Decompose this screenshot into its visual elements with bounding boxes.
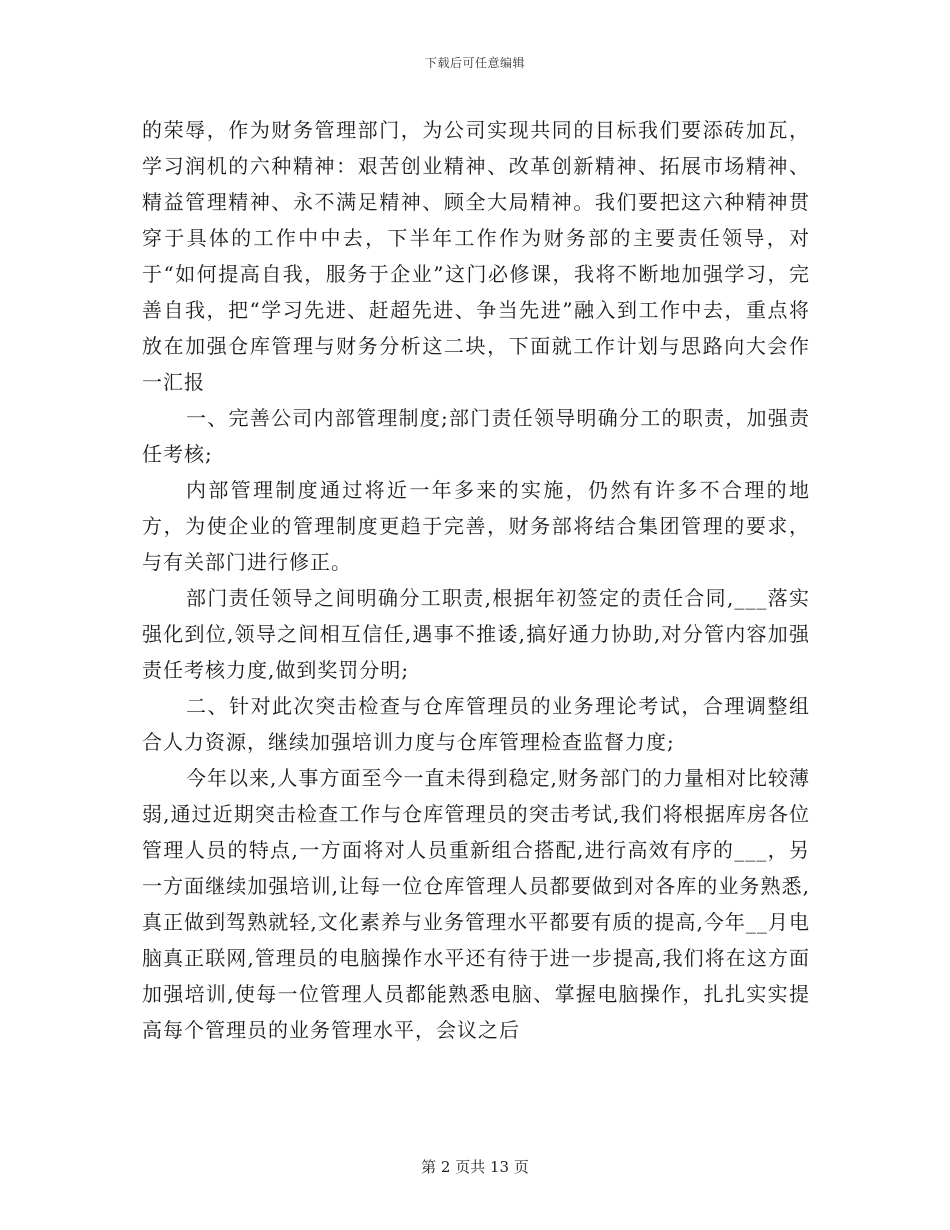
paragraph-continuation: 的荣辱，作为财务管理部门，为公司实现共同的目标我们要添砖加瓦，学习润机的六种精神：艰苦创业精神、改革创新精神、拓展市场精神、精益管理精神、永不满足精神、顾全大局精神。我们要把这六种精神贯穿于具体的工作中中去，下半年工作作为财务部的主要责任领导，对于“如何提高自我，服务于企业”这门必修课，我将不断地加强学习，完善自我，把“学习先进、赶超先进、争当先进”融入到工作中去，重点将放在加强仓库管理与财务分析这二块，下面就工作计划与思路向大会作一汇报: [142, 118, 810, 394]
document-body: [142, 112, 810, 1048]
paragraph-section-one-heading: 一、完善公司内部管理制度;部门责任领导明确分工的职责，加强责任考核;: [142, 406, 810, 466]
paragraph-internal-management: 内部管理制度通过将近一年多来的实施，仍然有许多不合理的地方，为使企业的管理制度更趋于完善，财务部将结合集团管理的要求，与有关部门进行修正。: [142, 478, 810, 574]
paragraph-section-two-heading: 二、针对此次突击检查与仓库管理员的业务理论考试，合理调整组合人力资源，继续加强培训力度与仓库管理检查监督力度;: [142, 694, 810, 754]
paragraph-responsibility: 部门责任领导之间明确分工职责,根据年初签定的责任合同,___落实强化到位,领导之间相互信任,遇事不推诿,搞好通力协助,对分管内容加强责任考核力度,做到奖罚分明;: [142, 586, 810, 682]
page-header: 下载后可任意编辑: [424, 56, 525, 70]
paragraph-personnel: 今年以来,人事方面至今一直未得到稳定,财务部门的力量相对比较薄弱,通过近期突击检查工作与仓库管理员的突击考试,我们将根据库房各位管理人员的特点,一方面将对人员重新组合搭配,进行高效有序的___，另一方面继续加强培训,让每一位仓库管理人员都要做到对各库的业务熟悉,真正做到驾熟就轻,文化素养与业务管理水平都要有质的提高,今年__月电脑真正联网,管理员的电脑操作水平还有待于进一步提高,我们将在这方面加强培训,使每一位管理人员都能熟悉电脑、掌握电脑操作，扎扎实实提高每个管理员的业务管理水平，会议之后: [142, 766, 810, 1042]
page-number: 第 2 页共 13 页: [421, 1158, 529, 1176]
